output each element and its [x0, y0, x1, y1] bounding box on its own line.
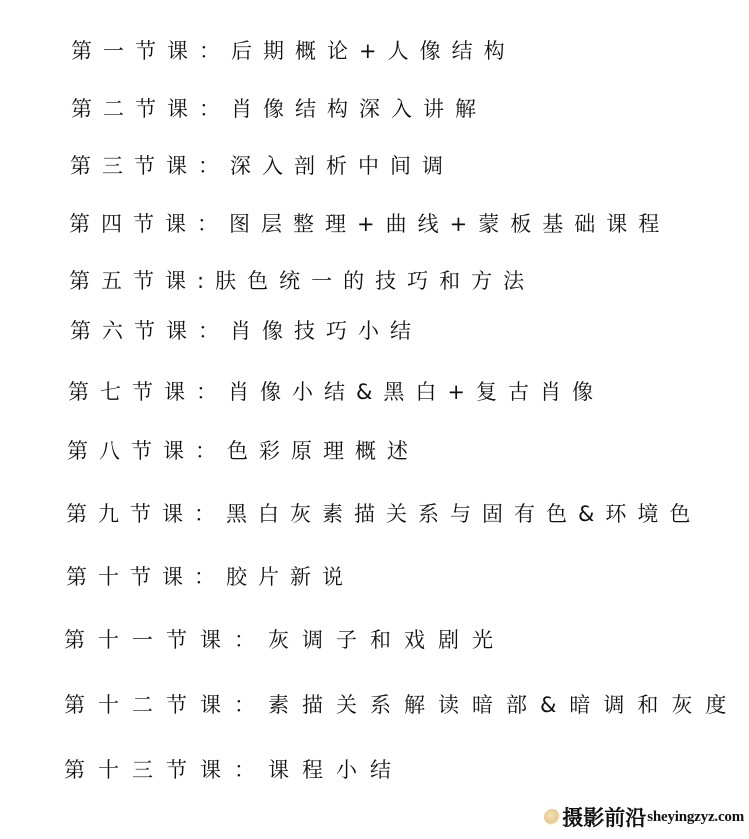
lesson-item-5: 第五节课:肤色统一的技巧和方法: [69, 269, 536, 293]
lesson-item-9: 第九节课：黑白灰素描关系与固有色&环境色: [66, 502, 702, 526]
watermark-site-name: 摄影前沿: [562, 806, 647, 830]
lesson-item-12: 第十二节课：素描关系解读暗部&暗调和灰度: [64, 693, 740, 717]
watermark-domain: sheyingzyz.com: [647, 808, 744, 825]
lesson-item-2: 第二节课：肖像结构深入讲解: [71, 97, 487, 121]
lesson-item-10: 第十节课：胶片新说: [66, 565, 354, 589]
lesson-item-13: 第十三节课：课程小结: [64, 758, 404, 782]
lesson-item-4: 第四节课：图层整理+曲线+蒙板基础课程: [69, 212, 671, 236]
lesson-item-8: 第八节课：色彩原理概述: [67, 439, 419, 463]
lesson-item-6: 第六节课：肖像技巧小结: [70, 319, 422, 343]
lesson-item-11: 第十一节课：灰调子和戏剧光: [64, 628, 506, 652]
lesson-item-1: 第一节课：后期概论+人像结构: [71, 39, 516, 63]
site-watermark: [544, 803, 744, 831]
camera-flare-icon: [544, 809, 560, 825]
lesson-item-3: 第三节课：深入剖析中间调: [70, 154, 454, 178]
lesson-item-7: 第七节课：肖像小结&黑白+复古肖像: [68, 380, 604, 404]
